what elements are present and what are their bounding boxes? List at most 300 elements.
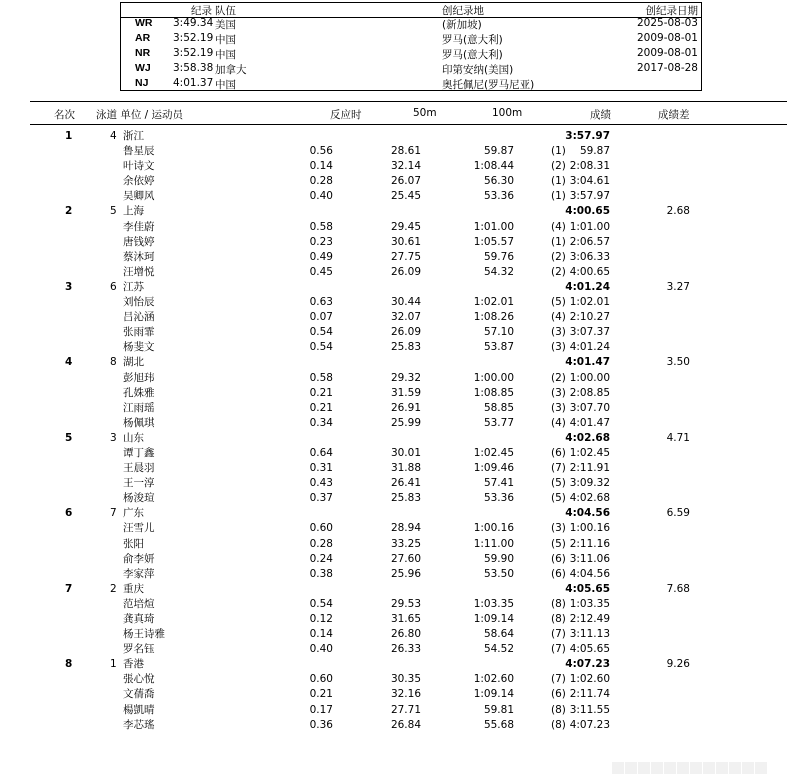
team-name: 湖北: [123, 356, 144, 369]
team-row: [0, 280, 793, 295]
swimmer-split: 1:01.00: [569, 220, 610, 233]
swimmer-position: (6): [551, 688, 566, 701]
record-row: [121, 77, 701, 92]
swimmer-name: 蔡沐珂: [123, 250, 155, 263]
team-lane: 2: [110, 582, 117, 595]
swimmer-split: 2:11.16: [569, 537, 610, 550]
swimmer-reaction: 0.23: [309, 235, 333, 248]
swimmer-100m: 54.32: [483, 265, 514, 278]
team-diff: 3.27: [666, 280, 690, 293]
swimmer-100m: 58.85: [483, 401, 514, 414]
record-team: 中国: [215, 79, 236, 91]
swimmer-split: 2:10.27: [569, 311, 610, 324]
swimmer-split: 3:57.97: [569, 190, 610, 203]
swimmer-50m: 32.07: [390, 311, 421, 324]
swimmer-name: 范培煊: [123, 597, 155, 610]
record-label: 纪录: [191, 5, 212, 17]
swimmer-50m: 26.09: [390, 326, 421, 339]
record-place: 奥托佩尼(罗马尼亚): [442, 79, 535, 91]
swimmer-100m: 55.68: [483, 718, 514, 731]
swimmer-row: [0, 235, 793, 250]
swimmer-reaction: 0.28: [309, 537, 333, 550]
swimmer-50m: 26.91: [390, 401, 421, 414]
date-label: 创纪录日期: [645, 5, 698, 17]
swimmer-name: 孔姝雅: [123, 386, 155, 399]
swimmer-100m: 1:03.35: [473, 597, 514, 610]
swimmer-position: (8): [551, 703, 566, 716]
swimmer-split: 4:00.65: [569, 265, 610, 278]
record-code: AR: [135, 32, 151, 44]
swimmer-position: (2): [551, 160, 566, 173]
col-lane-unit: 泳道 单位 / 运动员: [96, 109, 184, 121]
swimmer-100m: 58.64: [483, 628, 514, 641]
swimmer-position: (8): [551, 718, 566, 731]
record-time: 3:52.19: [173, 32, 214, 44]
col-result: 成绩: [590, 109, 611, 121]
swimmer-100m: 53.36: [483, 492, 514, 505]
team-rank: 7: [65, 582, 73, 595]
swimmer-row: [0, 416, 793, 431]
swimmer-name: 谭丁鑫: [123, 446, 155, 459]
swimmer-split: 4:07.23: [569, 718, 610, 731]
record-time: 3:49.34: [173, 17, 214, 29]
swimmer-reaction: 0.21: [309, 401, 333, 414]
record-team: 加拿大: [215, 64, 247, 76]
swimmer-name: 吴卿风: [123, 190, 155, 203]
swimmer-name: 杨浚瑄: [123, 492, 155, 505]
swimmer-100m: 57.41: [483, 477, 514, 490]
swimmer-reaction: 0.17: [309, 703, 333, 716]
swimmer-row: [0, 672, 793, 687]
swimmer-row: [0, 386, 793, 401]
swimmer-split: 4:04.56: [569, 567, 610, 580]
swimmer-position: (6): [551, 446, 566, 459]
swimmer-reaction: 0.63: [309, 296, 333, 309]
swimmer-50m: 27.71: [390, 703, 421, 716]
swimmer-split: 1:03.35: [569, 597, 610, 610]
swimmer-reaction: 0.37: [309, 492, 333, 505]
swimmer-50m: 25.99: [390, 416, 421, 429]
swimmer-split: 1:00.00: [569, 371, 610, 384]
records-table: [120, 2, 702, 91]
swimmer-name: 刘怡辰: [123, 296, 155, 309]
team-rank: 3: [65, 280, 73, 293]
swimmer-split: 3:07.37: [569, 326, 610, 339]
swimmer-50m: 33.25: [390, 537, 421, 550]
swimmer-name: 罗名钰: [123, 643, 155, 656]
swimmer-position: (2): [551, 265, 566, 278]
swimmer-split: 1:02.01: [569, 296, 610, 309]
swimmer-reaction: 0.64: [309, 446, 333, 459]
swimmer-split: 4:01.47: [569, 416, 610, 429]
record-code: WR: [135, 17, 153, 29]
team-lane: 4: [110, 130, 117, 142]
swimmer-reaction: 0.24: [309, 552, 333, 565]
swimmer-row: [0, 174, 793, 189]
record-row: [121, 32, 701, 47]
team-total: 4:01.47: [565, 356, 610, 369]
team-label: 队伍: [215, 5, 236, 17]
swimmer-name: 杨佩琪: [123, 416, 155, 429]
swimmer-row: [0, 159, 793, 174]
swimmer-name: 汪雪儿: [123, 522, 155, 535]
swimmer-split: 3:11.06: [569, 552, 610, 565]
swimmer-row: [0, 537, 793, 552]
swimmer-split: 2:06.57: [569, 235, 610, 248]
swimmer-100m: 57.10: [483, 326, 514, 339]
swimmer-row: [0, 401, 793, 416]
team-rank: 6: [65, 507, 73, 520]
swimmer-position: (4): [551, 220, 566, 233]
swimmer-name: 俞李妍: [123, 552, 155, 565]
swimmer-row: [0, 265, 793, 280]
team-name: 香港: [123, 658, 144, 671]
swimmer-50m: 28.94: [390, 522, 421, 535]
page-dot: [716, 762, 728, 774]
swimmer-name: 龚真琦: [123, 613, 155, 625]
swimmer-reaction: 0.54: [309, 341, 333, 354]
swimmer-50m: 29.32: [390, 371, 421, 384]
swimmer-reaction: 0.54: [309, 597, 333, 610]
team-total: 4:01.24: [565, 280, 610, 293]
swimmer-100m: 53.36: [483, 190, 514, 203]
team-total: 4:02.68: [565, 431, 610, 444]
swimmer-row: [0, 552, 793, 567]
swimmer-100m: 1:08.85: [473, 386, 514, 399]
swimmer-100m: 56.30: [483, 175, 514, 188]
swimmer-name: 李芯瑤: [123, 718, 155, 731]
swimmer-100m: 1:08.44: [473, 160, 514, 173]
team-total: 4:07.23: [565, 658, 610, 671]
swimmer-row: [0, 627, 793, 642]
team-row: [0, 355, 793, 370]
swimmer-100m: 1:00.16: [473, 522, 514, 535]
swimmer-position: (3): [551, 326, 566, 339]
swimmer-name: 彭旭玮: [123, 371, 155, 384]
swimmer-split: 59.87: [579, 145, 610, 158]
col-rank: 名次: [54, 109, 75, 121]
swimmer-position: (7): [551, 462, 566, 475]
team-diff: 3.50: [666, 356, 690, 369]
swimmer-row: [0, 310, 793, 325]
swimmer-name: 张雨霏: [123, 326, 155, 339]
team-rank: 2: [65, 205, 73, 218]
swimmer-row: [0, 476, 793, 491]
team-total: 4:05.65: [565, 582, 610, 595]
team-rank: 5: [65, 431, 73, 444]
team-name: 山东: [123, 431, 144, 444]
swimmer-100m: 59.76: [483, 250, 514, 263]
swimmer-50m: 25.45: [390, 190, 421, 203]
swimmer-position: (6): [551, 567, 566, 580]
swimmer-100m: 54.52: [483, 643, 514, 656]
team-diff: 2.68: [666, 205, 690, 218]
swimmer-reaction: 0.45: [309, 265, 333, 278]
swimmer-50m: 31.59: [390, 386, 421, 399]
swimmer-row: [0, 446, 793, 461]
swimmer-split: 2:08.31: [569, 160, 610, 173]
swimmer-split: 3:09.32: [569, 477, 610, 490]
page-dot: [690, 762, 702, 774]
swimmer-reaction: 0.28: [309, 175, 333, 188]
swimmer-reaction: 0.38: [309, 567, 333, 580]
swimmer-100m: 1:09.14: [473, 613, 514, 625]
swimmer-name: 杨斐文: [123, 341, 155, 354]
swimmer-name: 張心悅: [123, 673, 155, 686]
swimmer-position: (4): [551, 416, 566, 429]
swimmer-100m: 1:00.00: [473, 371, 514, 384]
swimmer-name: 叶诗文: [123, 160, 155, 173]
swimmer-50m: 31.88: [390, 462, 421, 475]
record-date: 2009-08-01: [636, 32, 698, 44]
team-lane: 7: [110, 507, 117, 520]
record-team: 中国: [215, 49, 236, 61]
swimmer-position: (5): [551, 492, 566, 505]
swimmer-name: 楊凱晴: [123, 703, 155, 716]
swimmer-row: [0, 325, 793, 340]
col-50m: 50m: [413, 107, 437, 119]
record-date: 2017-08-28: [636, 62, 698, 74]
swimmer-100m: 1:11.00: [473, 537, 514, 550]
team-total: 4:04.56: [565, 507, 610, 520]
swimmer-name: 王一淳: [123, 477, 155, 490]
swimmer-100m: 1:08.26: [473, 311, 514, 324]
swimmer-reaction: 0.21: [309, 386, 333, 399]
team-rank: 1: [65, 130, 73, 142]
swimmer-position: (7): [551, 643, 566, 656]
record-place: 印第安纳(美国): [442, 64, 514, 76]
page-dot: [755, 762, 767, 774]
record-code: NJ: [135, 77, 149, 89]
team-diff: 6.59: [666, 507, 690, 520]
swimmer-reaction: 0.58: [309, 371, 333, 384]
team-row: [0, 582, 793, 597]
swimmer-100m: 1:02.01: [473, 296, 514, 309]
swimmer-reaction: 0.14: [309, 160, 333, 173]
swimmer-row: [0, 189, 793, 204]
records-header: [121, 3, 701, 18]
swimmer-reaction: 0.54: [309, 326, 333, 339]
swimmer-split: 2:12.49: [569, 613, 610, 625]
swimmer-row: [0, 220, 793, 235]
swimmer-position: (3): [551, 522, 566, 535]
swimmer-50m: 26.80: [390, 628, 421, 641]
page-dot: [664, 762, 676, 774]
swimmer-100m: 59.90: [483, 552, 514, 565]
team-rank: 4: [65, 356, 73, 369]
swimmer-100m: 59.87: [483, 145, 514, 158]
swimmer-50m: 29.53: [390, 597, 421, 610]
swimmer-row: [0, 295, 793, 310]
swimmer-position: (8): [551, 613, 566, 625]
swimmer-split: 4:01.24: [569, 341, 610, 354]
swimmer-position: (3): [551, 341, 566, 354]
swimmer-50m: 30.35: [390, 673, 421, 686]
team-lane: 6: [110, 280, 117, 293]
swimmer-position: (5): [551, 296, 566, 309]
swimmer-50m: 25.96: [390, 567, 421, 580]
swimmer-split: 2:11.91: [569, 462, 610, 475]
team-name: 上海: [123, 205, 144, 218]
swimmer-split: 1:00.16: [569, 522, 610, 535]
swimmer-reaction: 0.21: [309, 688, 333, 701]
swimmer-position: (1): [551, 145, 566, 158]
team-diff: 7.68: [666, 582, 690, 595]
results-column-header: [30, 101, 787, 125]
team-lane: 5: [110, 205, 117, 218]
page-indicator: [612, 762, 788, 778]
record-row: [121, 17, 701, 32]
swimmer-50m: 26.84: [390, 718, 421, 731]
swimmer-100m: 53.77: [483, 416, 514, 429]
team-name: 浙江: [123, 130, 144, 142]
swimmer-reaction: 0.40: [309, 190, 333, 203]
team-row: [0, 431, 793, 446]
swimmer-100m: 1:02.60: [473, 673, 514, 686]
record-time: 4:01.37: [173, 77, 214, 89]
record-date: 2025-08-03: [636, 17, 698, 29]
team-name: 江苏: [123, 280, 144, 293]
swimmer-split: 3:07.70: [569, 401, 610, 414]
team-lane: 1: [110, 658, 117, 671]
record-code: NR: [135, 47, 151, 59]
record-place: 罗马(意大利): [442, 34, 503, 46]
record-team: 中国: [215, 34, 236, 46]
swimmer-row: [0, 687, 793, 702]
swimmer-position: (2): [551, 371, 566, 384]
swimmer-position: (6): [551, 552, 566, 565]
team-total: 4:00.65: [565, 205, 610, 218]
swimmer-position: (7): [551, 628, 566, 641]
swimmer-100m: 53.50: [483, 567, 514, 580]
record-date: 2009-08-01: [636, 47, 698, 59]
swimmer-reaction: 0.12: [309, 613, 333, 625]
swimmer-position: (8): [551, 597, 566, 610]
swimmer-row: [0, 491, 793, 506]
swimmer-50m: 28.61: [390, 145, 421, 158]
record-row: [121, 47, 701, 62]
swimmer-position: (1): [551, 235, 566, 248]
record-time: 3:58.38: [173, 62, 214, 74]
swimmer-reaction: 0.34: [309, 416, 333, 429]
team-name: 广东: [123, 507, 144, 520]
swimmer-position: (3): [551, 401, 566, 414]
swimmer-row: [0, 521, 793, 536]
swimmer-100m: 1:09.46: [473, 462, 514, 475]
record-time: 3:52.19: [173, 47, 214, 59]
col-100m: 100m: [492, 107, 523, 119]
swimmer-50m: 32.16: [390, 688, 421, 701]
swimmer-row: [0, 371, 793, 386]
swimmer-50m: 25.83: [390, 492, 421, 505]
results-list: [0, 129, 793, 733]
swimmer-split: 4:02.68: [569, 492, 610, 505]
swimmer-position: (3): [551, 386, 566, 399]
swimmer-name: 江雨瑶: [123, 401, 155, 414]
swimmer-reaction: 0.43: [309, 477, 333, 490]
swimmer-row: [0, 642, 793, 657]
swimmer-row: [0, 612, 793, 627]
swimmer-split: 1:02.60: [569, 673, 610, 686]
swimmer-name: 李佳蔚: [123, 220, 155, 233]
swimmer-50m: 27.75: [390, 250, 421, 263]
swimmer-name: 张阳: [123, 537, 144, 550]
swimmer-split: 3:04.61: [569, 175, 610, 188]
team-diff: 9.26: [666, 658, 690, 671]
swimmer-split: 3:11.13: [569, 628, 610, 641]
swimmer-50m: 30.61: [390, 235, 421, 248]
page-dot: [612, 762, 624, 774]
swimmer-name: 李家萍: [123, 567, 155, 580]
swimmer-50m: 27.60: [390, 552, 421, 565]
page-dot: [677, 762, 689, 774]
swimmer-50m: 29.45: [390, 220, 421, 233]
swimmer-name: 唐钱婷: [123, 235, 155, 248]
swimmer-50m: 30.01: [390, 446, 421, 459]
swimmer-100m: 53.87: [483, 341, 514, 354]
swimmer-reaction: 0.14: [309, 628, 333, 641]
swimmer-100m: 1:09.14: [473, 688, 514, 701]
swimmer-reaction: 0.40: [309, 643, 333, 656]
record-code: WJ: [135, 62, 151, 74]
swimmer-position: (2): [551, 250, 566, 263]
swimmer-row: [0, 703, 793, 718]
team-name: 重庆: [123, 582, 144, 595]
swimmer-name: 王晨羽: [123, 462, 155, 475]
team-lane: 3: [110, 431, 117, 444]
swimmer-name: 余依婷: [123, 175, 155, 188]
team-lane: 8: [110, 356, 117, 369]
swimmer-position: (7): [551, 673, 566, 686]
swimmer-position: (5): [551, 537, 566, 550]
swimmer-reaction: 0.07: [309, 311, 333, 324]
swimmer-split: 3:06.33: [569, 250, 610, 263]
swimmer-position: (4): [551, 311, 566, 324]
swimmer-name: 汪增悦: [123, 265, 155, 278]
swimmer-100m: 1:02.45: [473, 446, 514, 459]
team-row: [0, 506, 793, 521]
swimmer-split: 2:11.74: [569, 688, 610, 701]
swimmer-reaction: 0.56: [309, 145, 333, 158]
swimmer-row: [0, 597, 793, 612]
swimmer-name: 文蒨喬: [123, 688, 155, 701]
swimmer-name: 吕沁涵: [123, 311, 155, 324]
swimmer-50m: 30.44: [390, 296, 421, 309]
swimmer-50m: 32.14: [390, 160, 421, 173]
swimmer-row: [0, 461, 793, 476]
team-rank: 8: [65, 658, 73, 671]
place-label: 创纪录地: [442, 5, 484, 17]
page-dot: [625, 762, 637, 774]
swimmer-row: [0, 250, 793, 265]
swimmer-50m: 26.41: [390, 477, 421, 490]
swimmer-split: 4:05.65: [569, 643, 610, 656]
swimmer-reaction: 0.49: [309, 250, 333, 263]
swimmer-row: [0, 144, 793, 159]
record-place: 罗马(意大利): [442, 49, 503, 61]
col-reaction: 反应时: [330, 109, 362, 121]
team-total: 3:57.97: [565, 130, 610, 142]
swimmer-split: 1:02.45: [569, 446, 610, 459]
page-dot: [638, 762, 650, 774]
record-row: [121, 62, 701, 77]
swimmer-100m: 1:01.00: [473, 220, 514, 233]
record-team: 美国: [215, 19, 236, 31]
swimmer-100m: 1:05.57: [473, 235, 514, 248]
swimmer-name: 鲁星辰: [123, 145, 155, 158]
swimmer-100m: 59.81: [483, 703, 514, 716]
swimmer-50m: 26.09: [390, 265, 421, 278]
